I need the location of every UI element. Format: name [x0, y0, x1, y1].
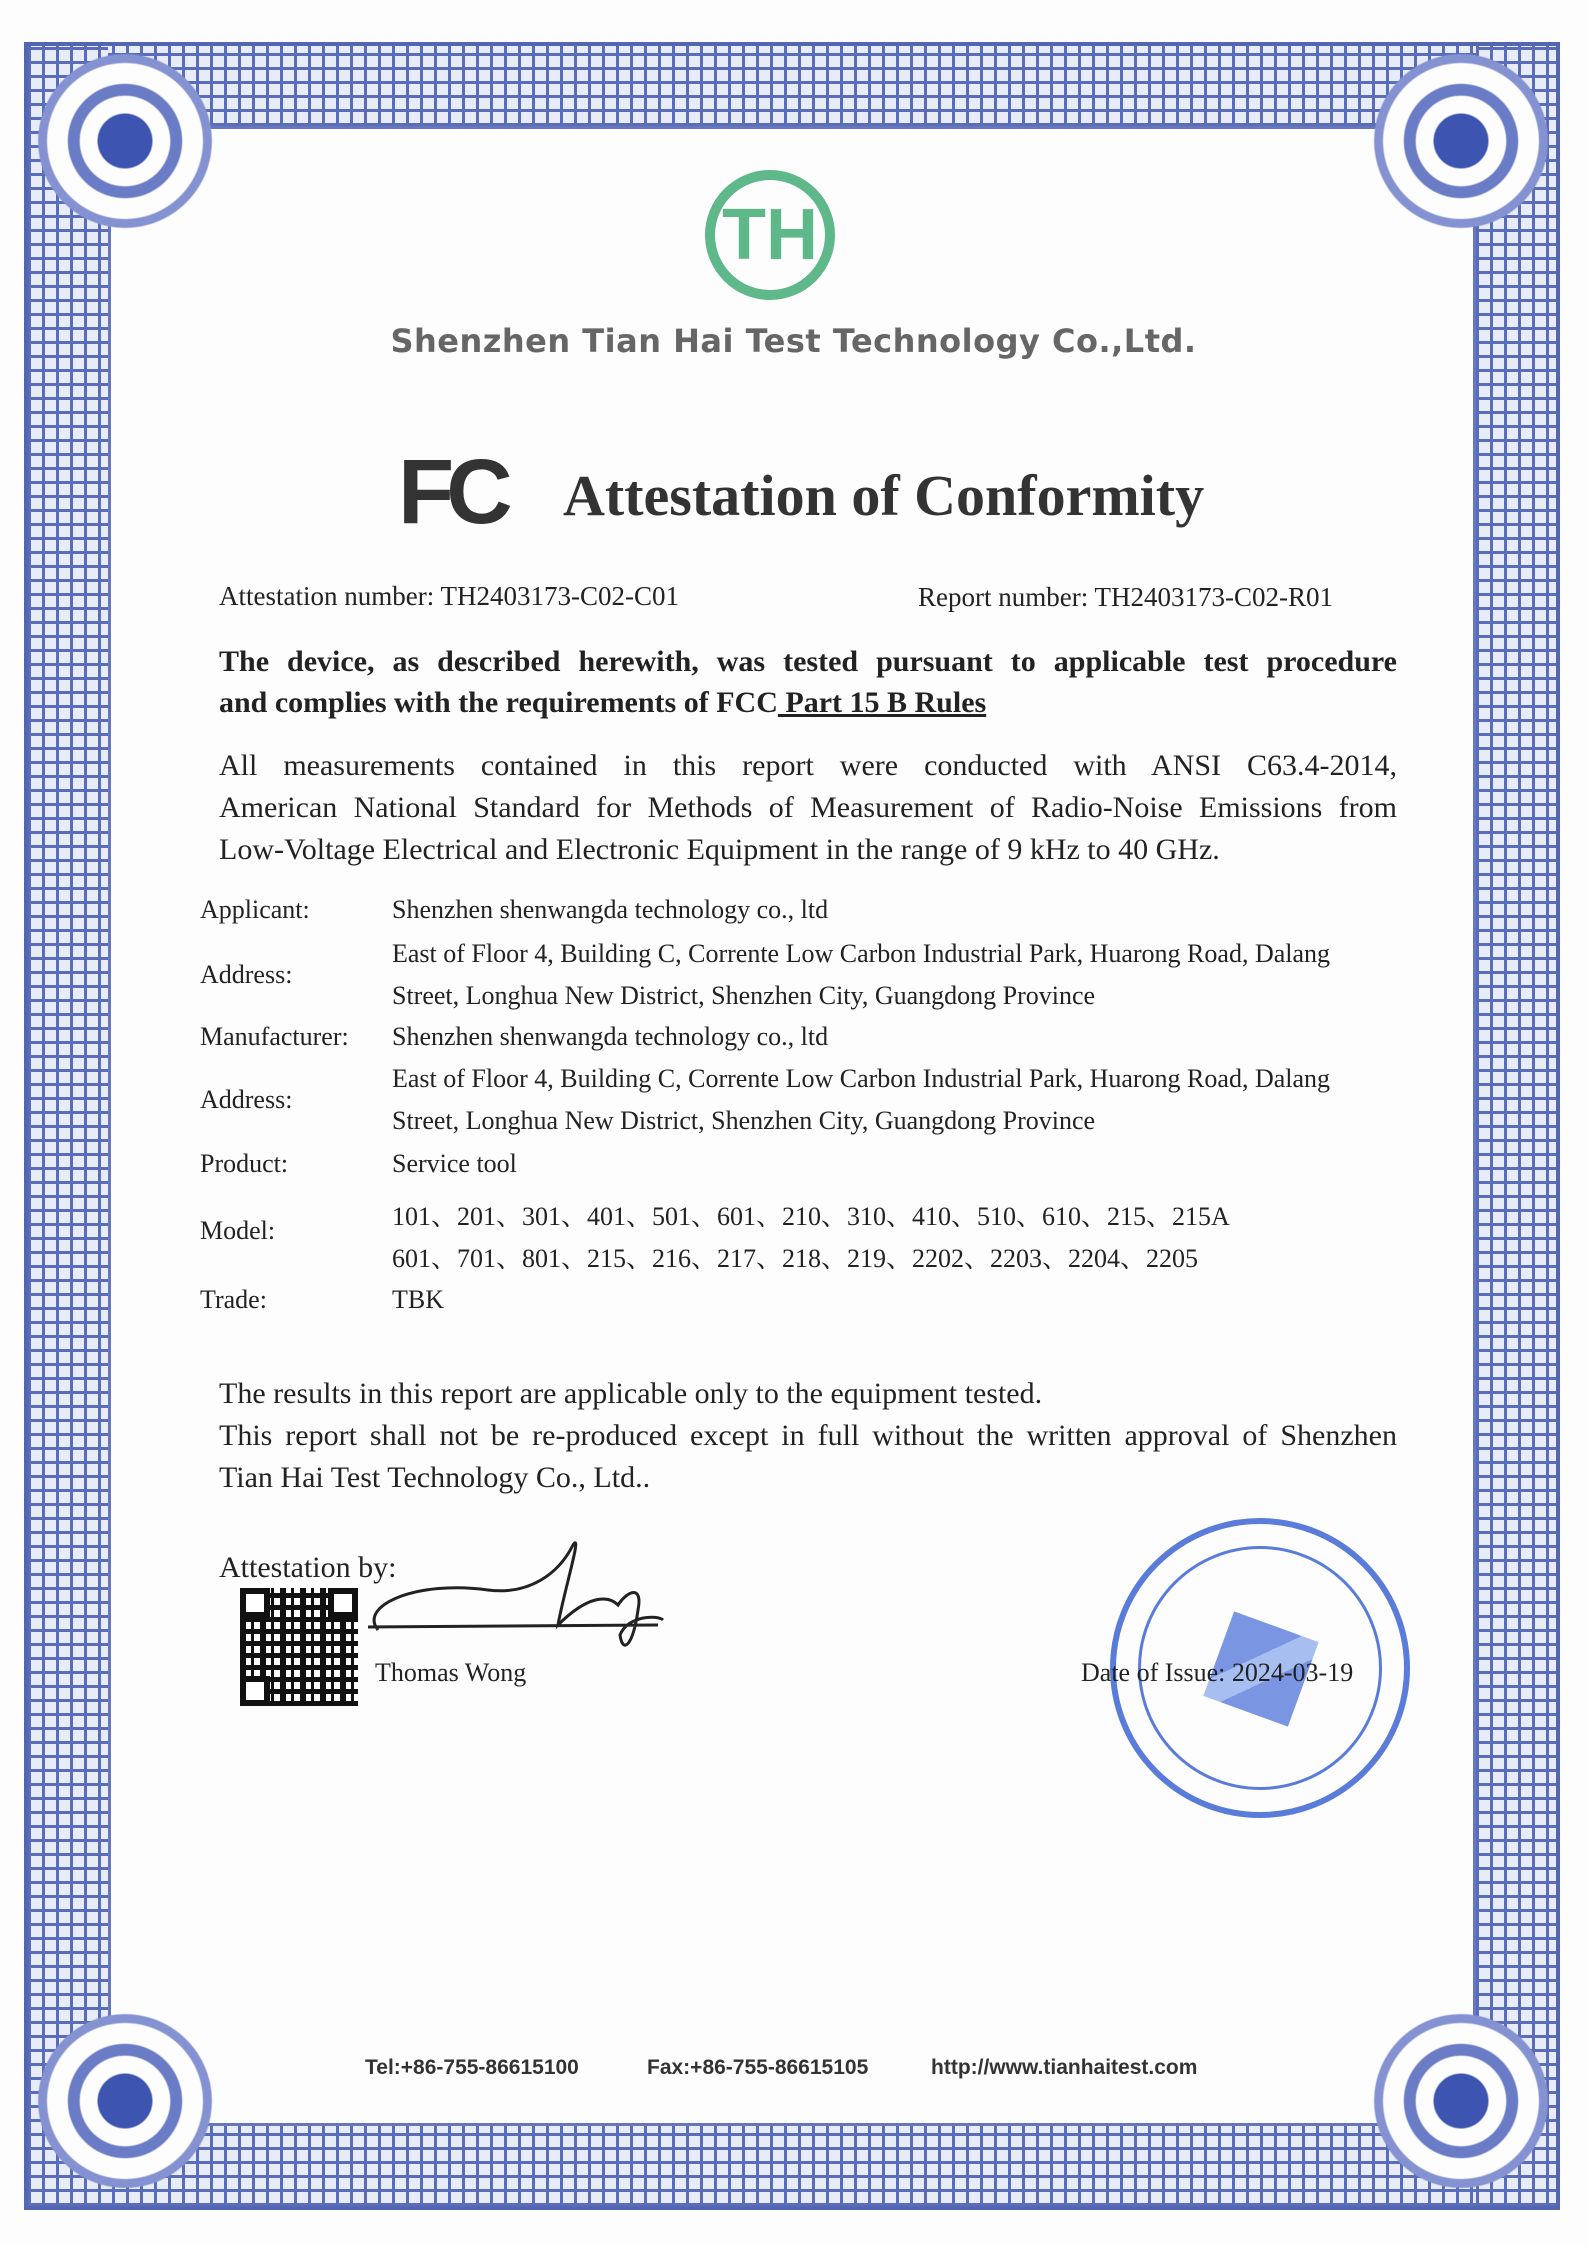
fcc-rule: Part 15 B Rules	[777, 686, 987, 719]
measurements-line-2: American National Standard for Methods of Measurement of Radio-Noise Emissions from	[219, 791, 1397, 824]
applicant-value: Shenzhen shenwangda technology co., ltd	[392, 895, 829, 924]
footer-fax: Fax:+86-755-86615105	[647, 2056, 869, 2079]
model-value-line: 601、701、801、215、216、217、218、219、2202、2203、2204、2205	[392, 1244, 1198, 1273]
address-value-line: Street, Longhua New District, Shenzhen City, Guangdong Province	[392, 1106, 1096, 1135]
corner-ornament-icon	[20, 36, 230, 246]
attestation-number: Attestation number: TH2403173-C02-C01	[219, 581, 679, 611]
model-label: Model:	[200, 1216, 276, 1245]
product-value: Service tool	[392, 1149, 517, 1178]
address-label: Address:	[200, 960, 293, 989]
qr-code	[240, 1588, 358, 1706]
disclaimer-line: The results in this report are applicable only to the equipment tested.	[219, 1377, 1043, 1410]
model-value-line: 101、201、301、401、501、601、210、310、410、510、610、215、215A	[392, 1202, 1230, 1231]
manufacturer-value: Shenzhen shenwangda technology co., ltd	[392, 1022, 829, 1051]
address-value-line: East of Floor 4, Building C, Corrente Low Carbon Industrial Park, Huarong Road, Dalang	[392, 1064, 1331, 1093]
statement-text: and complies with the requirements of FCC	[219, 686, 778, 719]
company-name: Shenzhen Tian Hai Test Technology Co.,Ltd.	[390, 322, 1197, 360]
measurements-line-1: All measurements contained in this report were conducted with ANSI C63.4-2014,	[219, 749, 1397, 782]
company-logo: TH	[705, 170, 835, 300]
disclaimer-line: This report shall not be re-produced except in full without the written approval of Shenzhen	[219, 1419, 1397, 1452]
statement-line-2	[219, 682, 986, 724]
corner-ornament-icon	[1356, 36, 1566, 246]
statement-line-1: The device, as described herewith, was tested pursuant to applicable test procedure	[219, 645, 1397, 678]
report-number: Report number: TH2403173-C02-R01	[918, 582, 1333, 612]
page-title: Attestation of Conformity	[563, 463, 1205, 528]
applicant-label: Applicant:	[200, 895, 310, 924]
fcc-logo: FC	[398, 441, 505, 543]
corner-ornament-icon	[1356, 1996, 1566, 2206]
footer-website[interactable]: http://www.tianhaitest.com	[931, 2056, 1198, 2079]
address-label: Address:	[200, 1085, 293, 1114]
disclaimer-line: Tian Hai Test Technology Co., Ltd..	[219, 1461, 651, 1494]
manufacturer-label: Manufacturer:	[200, 1022, 349, 1051]
trade-label: Trade:	[200, 1285, 267, 1314]
date-of-issue: Date of Issue: 2024-03-19	[1081, 1658, 1354, 1687]
address-value-line: East of Floor 4, Building C, Corrente Low Carbon Industrial Park, Huarong Road, Dalang	[392, 939, 1331, 968]
address-value-line: Street, Longhua New District, Shenzhen City, Guangdong Province	[392, 981, 1096, 1010]
signer-name: Thomas Wong	[375, 1658, 527, 1687]
signature	[358, 1535, 668, 1670]
corner-ornament-icon	[20, 1996, 230, 2206]
measurements-line-3: Low-Voltage Electrical and Electronic Equipment in the range of 9 kHz to 40 GHz.	[219, 833, 1220, 866]
attestation-by-label: Attestation by:	[219, 1551, 397, 1584]
footer-tel: Tel:+86-755-86615100	[365, 2056, 579, 2079]
product-label: Product:	[200, 1149, 289, 1178]
trade-value: TBK	[392, 1285, 444, 1314]
